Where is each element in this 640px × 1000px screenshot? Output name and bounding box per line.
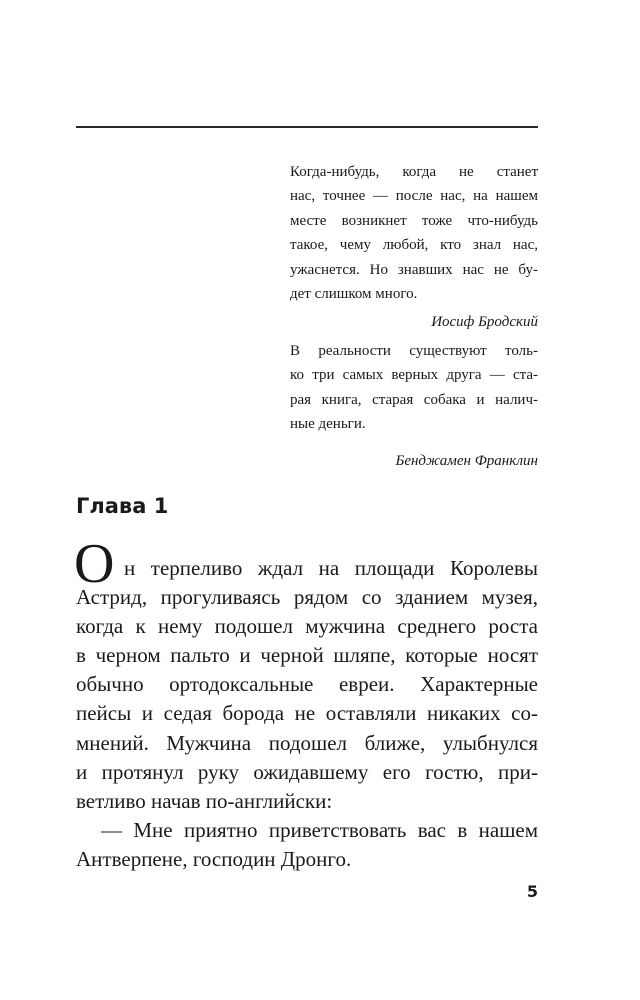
paragraph-line: и протянул руку ожидавшему его гостю, при- (76, 759, 538, 784)
drop-cap: О (74, 533, 115, 595)
epigraph-line: такое, чему любой, кто знал нас, (290, 237, 538, 254)
paragraph-line (74, 533, 538, 595)
epigraph-line: Когда-нибудь, когда не станет (290, 164, 538, 180)
epigraph-line: ные деньги. (290, 416, 366, 433)
paragraph-line: ветливо начав по-английски: (76, 788, 333, 813)
epigraph-author: Иосиф Бродский (431, 314, 538, 331)
paragraph-line: — Мне приятно приветствовать вас в нашем (101, 817, 538, 842)
paragraph-line: когда к нему подошел мужчина среднего роста (76, 614, 538, 639)
paragraph-line: пейсы и седая борода не оставляли никаких со- (76, 701, 538, 726)
chapter-title: Глава 1 (76, 494, 169, 518)
paragraph-line: Астрид, прогуливаясь рядом со зданием музея, (76, 585, 538, 610)
paragraph-line-text: н терпеливо ждал на площади Королевы (124, 556, 538, 580)
epigraph-line: дет слишком много. (290, 285, 418, 302)
epigraph-line: месте возникнет тоже что-нибудь (290, 212, 538, 229)
paragraph-line: мнений. Мужчина подошел ближе, улыбнулся (76, 730, 538, 755)
epigraph-line: ужаснется. Но знавших нас не бу- (290, 261, 538, 278)
epigraph-line: В реальности существуют толь- (290, 343, 538, 359)
epigraph-line: ко три самых верных друга — ста- (290, 367, 538, 384)
epigraph-brodsky (290, 160, 538, 335)
chapter-body (74, 533, 538, 874)
epigraph-franklin (290, 339, 538, 473)
header-rule (76, 126, 538, 128)
paragraph-line: в черном пальто и черной шляпе, которые носят (76, 643, 538, 668)
epigraph-line: нас, точнее — после нас, на нашем (290, 188, 538, 205)
epigraph-author: Бенджамен Франклин (395, 452, 538, 469)
paragraph-line: Антверпене, господин Дронго. (76, 846, 352, 871)
epigraph-line: рая книга, старая собака и налич- (290, 391, 538, 408)
paragraph-line: обычно ортодоксальные евреи. Характерные (76, 672, 538, 697)
page-number: 5 (526, 882, 538, 901)
